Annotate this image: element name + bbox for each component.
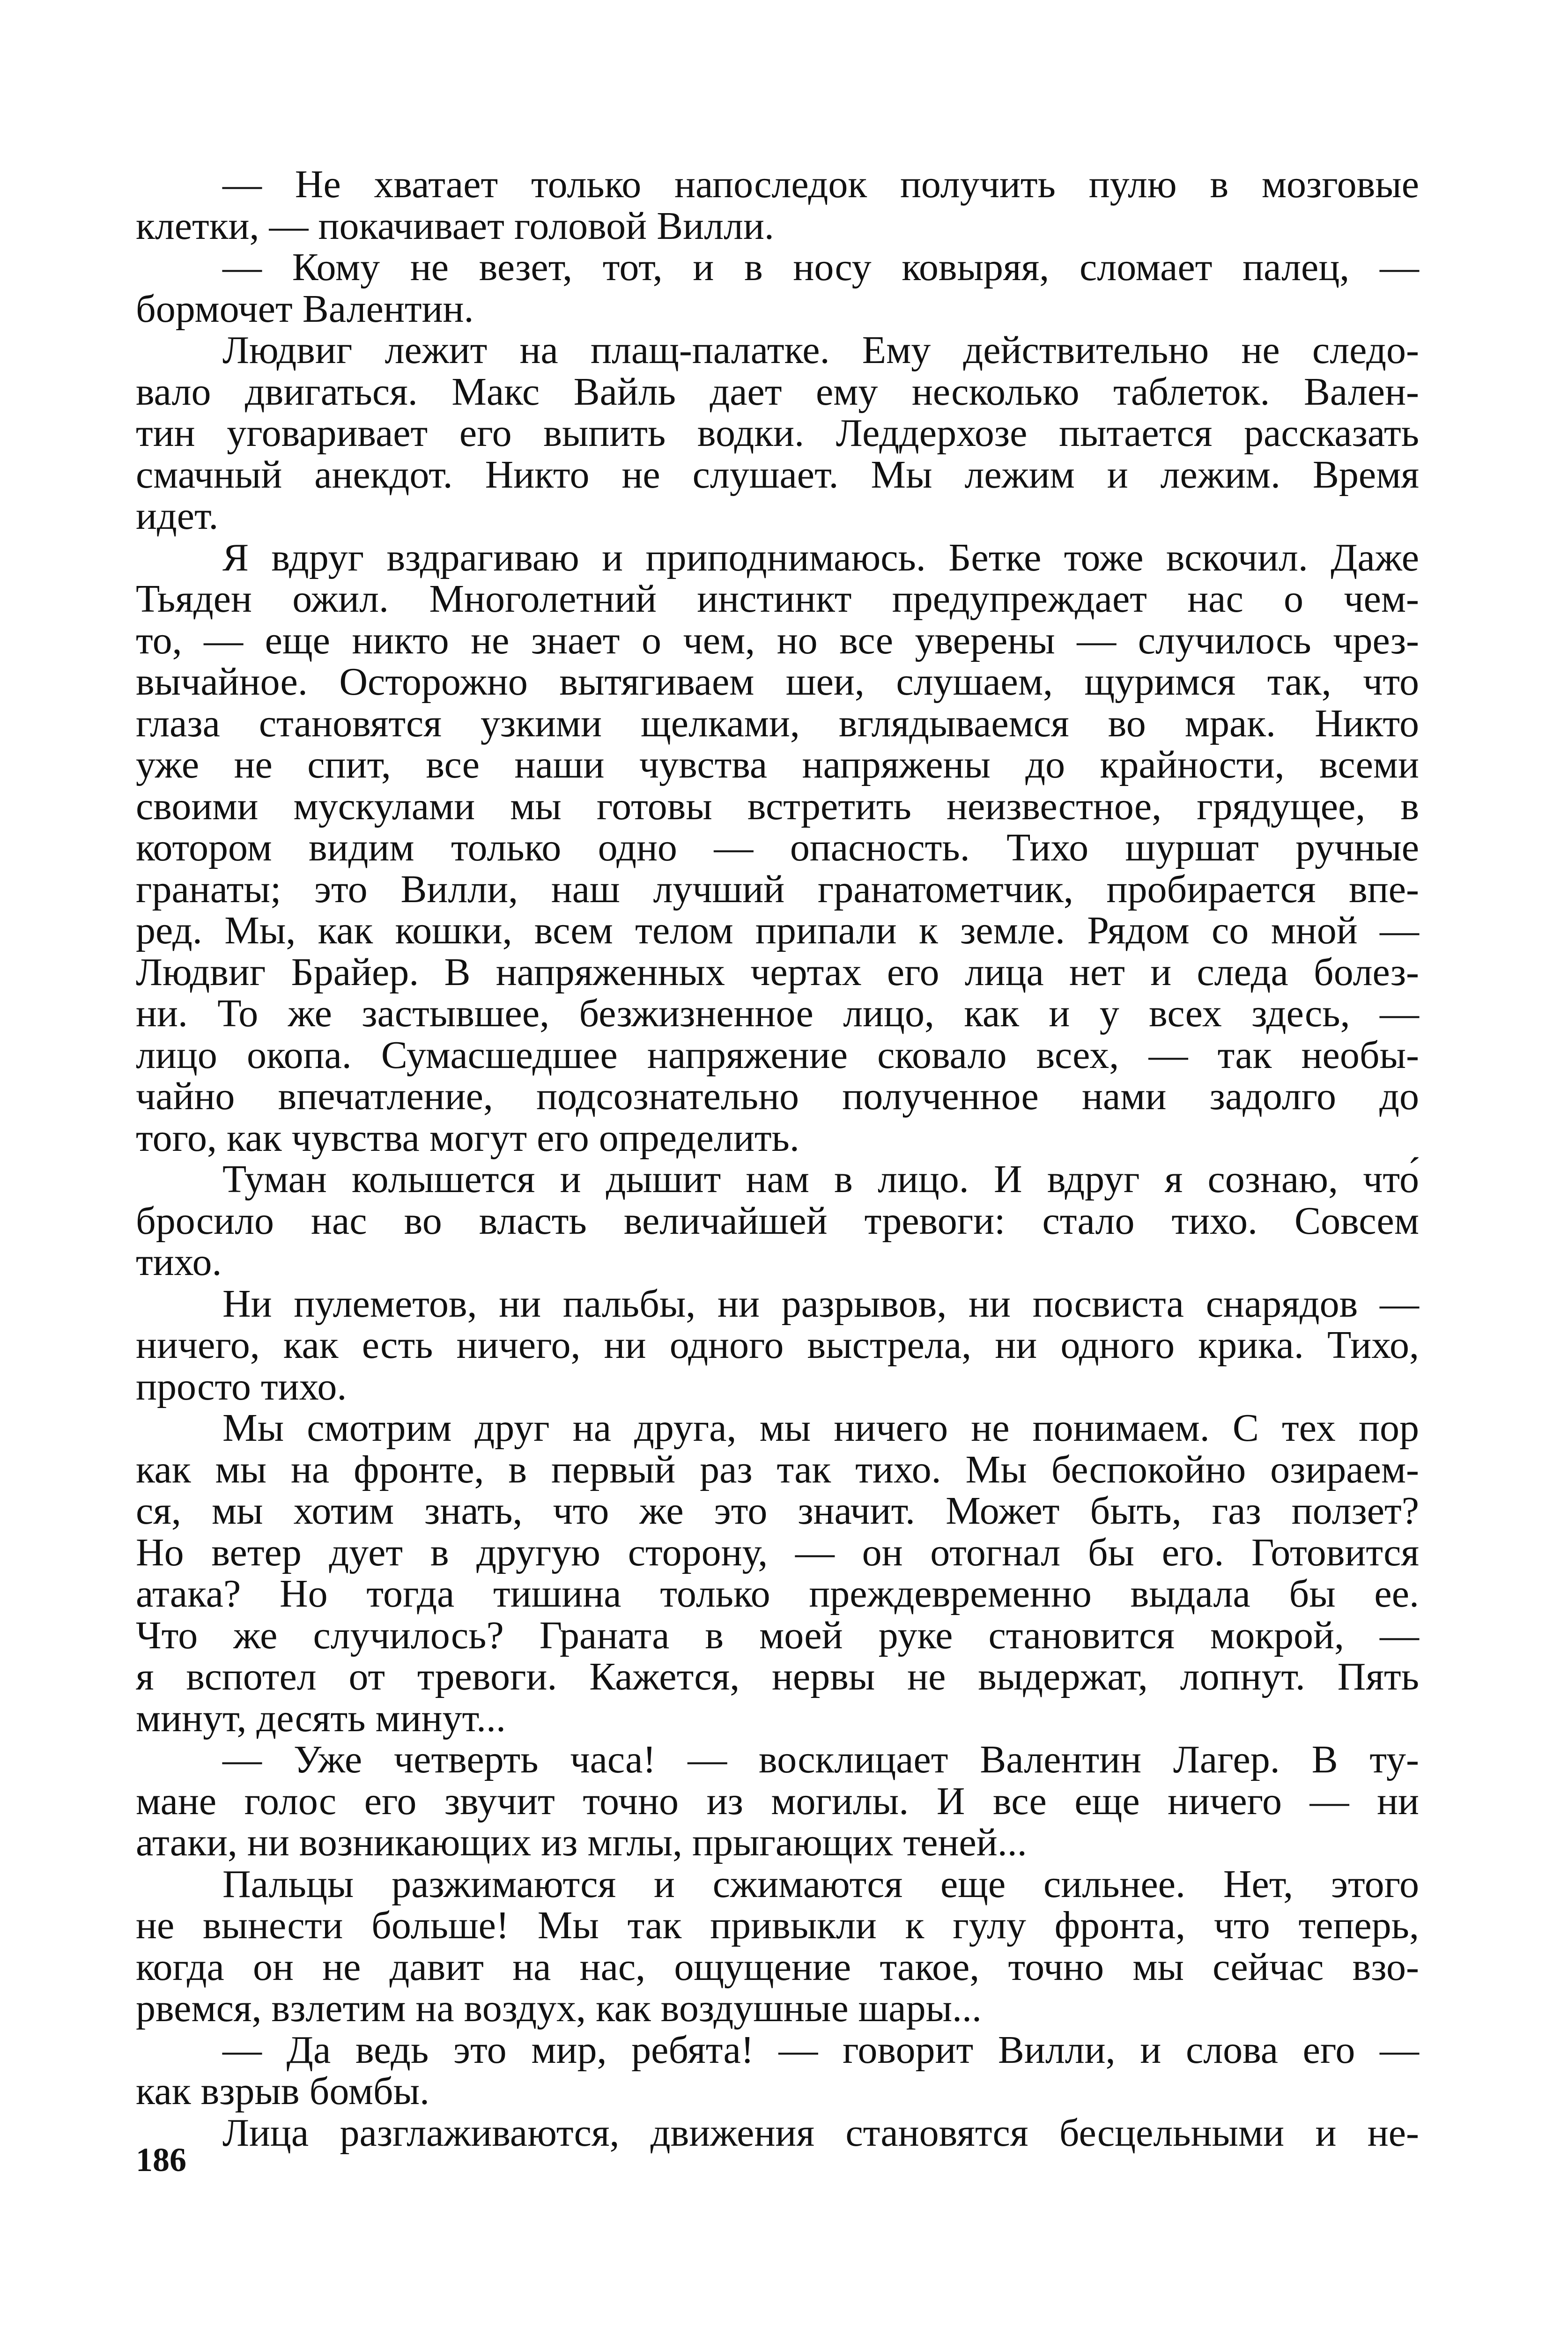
text-line: Мы смотрим друг на друга, мы ничего не понимаем. С тех пор xyxy=(222,1406,1419,1450)
text-line: мане голос его звучит точно из могилы. И все еще ничего — ни xyxy=(136,1779,1419,1823)
paragraph xyxy=(136,247,1419,330)
text-line: гранаты; это Вилли, наш лучший гранатометчик, пробирается впе- xyxy=(136,867,1419,911)
body-text xyxy=(136,164,1419,2154)
text-line: Но ветер дует в другую сторону, — он отогнал бы его. Готовится xyxy=(136,1530,1419,1574)
text-line: — Да ведь это мир, ребята! — говорит Вилли, и слова его — xyxy=(222,2028,1419,2072)
text-line: уже не спит, все наши чувства напряжены до крайности, всеми xyxy=(136,743,1419,786)
text-line: чайно впечатление, подсознательно полученное нами задолго до xyxy=(136,1075,1419,1118)
paragraph xyxy=(136,1283,1419,1408)
text-line: Что же случилось? Граната в моей руке становится мокрой, — xyxy=(136,1613,1419,1657)
text-line: Пальцы разжимаются и сжимаются еще сильнее. Нет, этого xyxy=(222,1862,1419,1906)
text-line: вычайное. Осторожно вытягиваем шеи, слушаем, щуримся так, что xyxy=(136,660,1419,704)
text-line: — Уже четверть часа! — восклицает Валентин Лагер. В ту- xyxy=(222,1738,1419,1781)
paragraph xyxy=(136,1159,1419,1283)
text-line: когда он не давит на нас, ощущение такое, точно мы сейчас взо- xyxy=(136,1945,1419,1989)
text-line: глаза становятся узкими щелками, вглядываемся во мрак. Никто xyxy=(136,701,1419,745)
text-line: как мы на фронте, в первый раз так тихо. Мы беспокойно озираем- xyxy=(136,1447,1419,1491)
text-line: ни. То же застывшее, безжизненное лицо, как и у всех здесь, — xyxy=(136,992,1419,1035)
text-line: клетки, — покачивает головой Вилли. xyxy=(136,204,774,248)
text-line: Туман колышется и дышит нам в лицо. И вдруг я сознаю, что́ xyxy=(222,1157,1419,1201)
text-line: минут, десять минут... xyxy=(136,1696,506,1740)
text-line: лицо окопа. Сумасшедшее напряжение сковало всех, — так необы- xyxy=(136,1033,1419,1077)
text-line: вало двигаться. Макс Вайль дает ему несколько таблеток. Вален- xyxy=(136,370,1419,414)
text-line: Людвиг лежит на плащ-палатке. Ему действительно не следо- xyxy=(222,328,1419,372)
text-line: просто тихо. xyxy=(136,1364,347,1408)
text-line: ред. Мы, как кошки, всем телом припали к земле. Рядом со мной — xyxy=(136,909,1419,952)
text-line: — Не хватает только напоследок получить пулю в мозговые xyxy=(222,163,1419,206)
text-line: ничего, как есть ничего, ни одного выстрела, ни одного крика. Тихо, xyxy=(136,1323,1419,1367)
text-line: бросило нас во власть величайшей тревоги: стало тихо. Совсем xyxy=(136,1199,1419,1243)
text-line: то, — еще никто не знает о чем, но все уверены — случилось чрез- xyxy=(136,618,1419,662)
text-line: бормочет Валентин. xyxy=(136,287,474,331)
text-line: не вынести больше! Мы так привыкли к гулу фронта, что теперь, xyxy=(136,1904,1419,1947)
text-line: рвемся, взлетим на воздух, как воздушные шары... xyxy=(136,1986,982,2030)
text-line: идет. xyxy=(136,494,219,538)
text-line: тин уговаривает его выпить водки. Леддерхозе пытается рассказать xyxy=(136,411,1419,455)
text-line: Людвиг Брайер. В напряженных чертах его лица нет и следа болез- xyxy=(136,950,1419,994)
text-line: тихо. xyxy=(136,1240,222,1284)
text-line: Тьяден ожил. Многолетний инстинкт предупреждает нас о чем- xyxy=(136,577,1419,621)
text-line: Я вдруг вздрагиваю и приподнимаюсь. Бетке тоже вскочил. Даже xyxy=(222,535,1419,579)
text-line: Ни пулеметов, ни пальбы, ни разрывов, ни посвиста снарядов — xyxy=(222,1282,1419,1326)
text-line: как взрыв бомбы. xyxy=(136,2069,430,2113)
text-line: ся, мы хотим знать, что же это значит. Может быть, газ ползет? xyxy=(136,1489,1419,1533)
paragraph xyxy=(136,537,1419,1159)
paragraph xyxy=(136,330,1419,537)
text-line: атаки, ни возникающих из мглы, прыгающих теней... xyxy=(136,1821,1027,1864)
paragraph xyxy=(136,1408,1419,1739)
text-line: — Кому не везет, тот, и в носу ковыряя, сломает палец, — xyxy=(222,245,1419,289)
page-number: 186 xyxy=(136,2141,186,2179)
text-line: котором видим только одно — опасность. Тихо шуршат ручные xyxy=(136,826,1419,869)
text-line: своими мускулами мы готовы встретить неизвестное, грядущее, в xyxy=(136,784,1419,828)
text-line: того, как чувства могут его определить. xyxy=(136,1116,799,1160)
text-line: смачный анекдот. Никто не слушает. Мы лежим и лежим. Время xyxy=(136,452,1419,497)
paragraph xyxy=(136,1739,1419,1864)
paragraph xyxy=(136,2030,1419,2112)
paragraph xyxy=(136,1864,1419,2030)
text-line: Лица разглаживаются, движения становятся бесцельными и не- xyxy=(222,2111,1419,2155)
text-line: я вспотел от тревоги. Кажется, нервы не выдержат, лопнут. Пять xyxy=(136,1655,1419,1698)
paragraph xyxy=(136,164,1419,247)
text-line: атака? Но тогда тишина только преждевременно выдала бы ее. xyxy=(136,1572,1419,1616)
paragraph xyxy=(136,2112,1419,2154)
